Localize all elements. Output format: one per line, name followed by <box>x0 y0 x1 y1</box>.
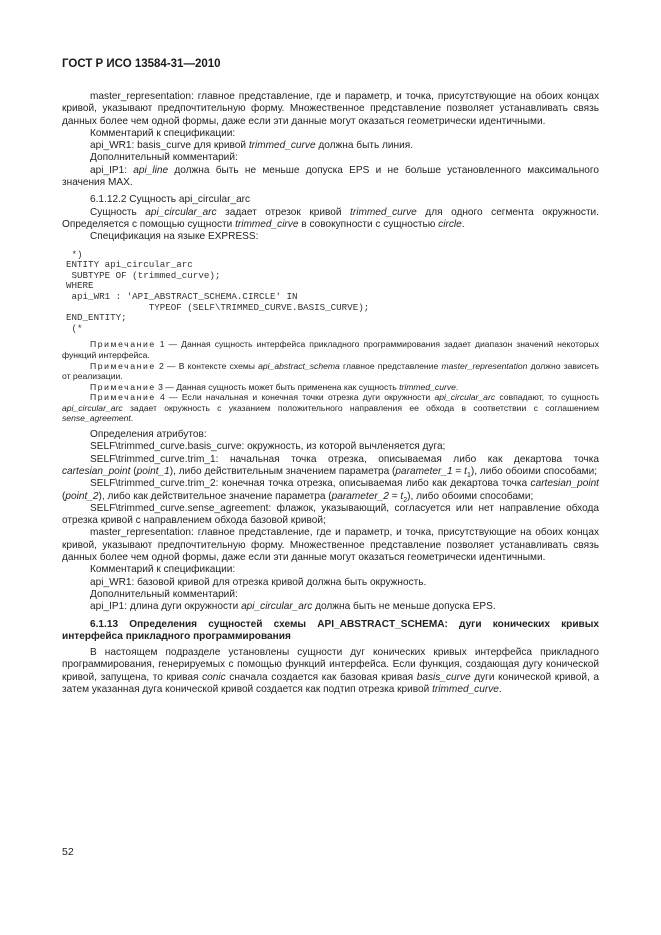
note-4: Примечание 4 — Если начальная и конечная точки отрезка дуги окружности api_circular_arc совпадают, то сущность api_circular_arc задает окружность с указанием положительного направления ее обхода в соответствии с соглашением sense_agreement. <box>62 392 599 424</box>
note-1: Примечание 1 — Данная сущность интерфейса прикладного программирования задает диапазон значений некоторых функций интерфейса. <box>62 339 599 360</box>
paragraph-api-ip1: api_IP1: api_line должна быть не меньше допуска EPS и не больше установленного максимального значения MAX. <box>62 164 599 189</box>
note-2: Примечание 2 — В контексте схемы api_abstract_schema главное представление master_representation должно зависеть от реализации. <box>62 360 599 382</box>
attributes-title: Определения атрибутов: <box>90 429 207 441</box>
paragraph-express-spec: Спецификация на языке EXPRESS: <box>90 231 259 243</box>
paragraph-api-ip1-2: api_IP1: длина дуги окружности api_circular_arc должна быть не меньше допуска EPS. <box>90 601 496 613</box>
page-number: 52 <box>62 846 74 858</box>
paragraph-spec-comment: Комментарий к спецификации: <box>90 127 236 139</box>
attribute-trim-1: SELF\trimmed_curve.trim_1: начальная точка отрезка, описываемая либо как декартова точка cartesian_point (point_1), либо действительным значением параметра (parameter_1 = $t_1$), либо обоими способами; <box>62 453 599 479</box>
subsection-heading: 6.1.13 Определения сущностей схемы API_ABSTRACT_SCHEMA: дуги конических кривых интерфейса прикладного программирования <box>62 618 599 642</box>
paragraph-extra-comment: Дополнительный комментарий: <box>90 152 238 164</box>
paragraph-conic-arcs: В настоящем подразделе установлены сущности дуг конических кривых интерфейса прикладного программирования, генерируемых с помощью функций интерфейса. Если функция, создающая дугу конической кривой, запущена, то кривая conic сначала создается как базовая кривая basis_curve дуги конической кривой, а затем указанная дуга конической кривой создается как подтип отрезка кривой trimmed_curve. <box>62 647 599 695</box>
document-header: ГОСТ Р ИСО 13584-31—2010 <box>62 58 221 70</box>
page-body <box>62 91 599 696</box>
attribute-basis-curve: SELF\trimmed_curve.basis_curve: окружность, из которой вычленяется дуга; <box>90 441 446 453</box>
paragraph-master-representation: master_representation: главное представление, где и параметр, и точка, присутствующие на обоих концах кривой, указывают предпочтительную форму. Множественное представление позволяет устанавливать связь данных более чем одной формы, даже если эти данные могут оказаться геометрически идентичными. <box>62 91 599 127</box>
attribute-master-representation: master_representation: главное представление, где и параметр, и точка, присутствующие на обоих концах кривой, указывают предпочтительную форму. Множественное представление позволяет устанавливать связь данных более чем одной формы, даже если эти данные могут оказаться геометрически идентичными. <box>62 527 599 564</box>
express-code-block: *) ENTITY api_circular_arc SUBTYPE OF (trimmed_curve); WHERE api_WR1 : 'API_ABSTRACT_SCHEMA.CIRCLE' IN TYPEOF (SELF\TRIMMED_CURVE.BASIS_CURVE); END_ENTITY; (* <box>66 248 370 334</box>
attribute-trim-2: SELF\trimmed_curve.trim_2: конечная точка отрезка, описываемая либо как декартова точка cartesian_point (point_2), либо как действительное значение параметра (parameter_2 = $t_2$), либо обоими способами; <box>62 478 599 504</box>
attribute-sense-agreement: SELF\trimmed_curve.sense_agreement: флажок, указывающий, согласуется или нет направление обхода отрезка кривой с направлением обхода базовой кривой; <box>62 502 599 527</box>
section-heading: 6.1.12.2 Сущность api_circular_arc <box>90 194 251 206</box>
paragraph-api-wr1-2: api_WR1: базовой кривой для отрезка кривой должна быть окружность. <box>90 576 427 588</box>
note-3: Примечание 3 — Данная сущность может быть применена как сущность trimmed_curve. <box>90 381 459 392</box>
paragraph-api-wr1: api_WR1: basis_curve для кривой trimmed_curve должна быть линия. <box>90 140 414 152</box>
paragraph-extra-comment-2: Дополнительный комментарий: <box>90 588 238 600</box>
paragraph-entity-description: Сущность api_circular_arc задает отрезок кривой trimmed_curve для одного сегмента окружности. Определяется с помощью сущности trimmed_cirve в совокупности с сущностью circle. <box>62 206 600 230</box>
paragraph-spec-comment-2: Комментарий к спецификации: <box>90 564 236 576</box>
